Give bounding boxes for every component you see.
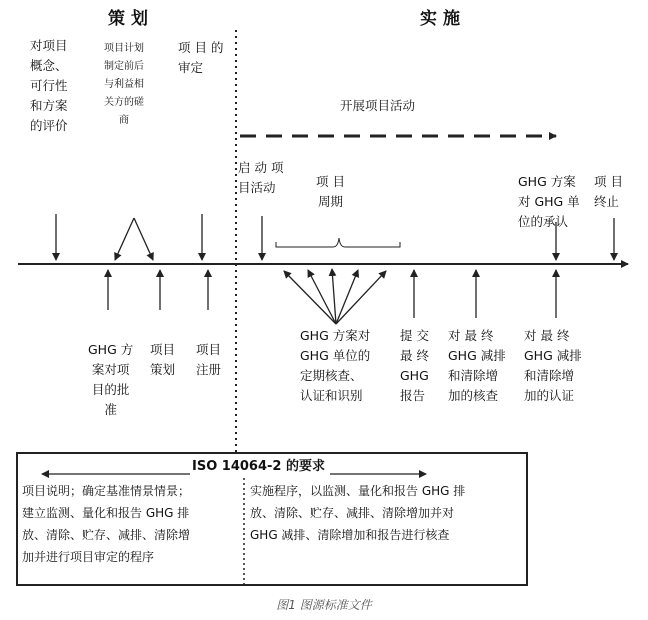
label-approval: GHG 方 案对项 目的批 准: [88, 342, 134, 417]
label-register: 项目 注册: [196, 342, 222, 377]
label-final-cert: 对 最 终 GHG 减排 和清除增 加的认证: [524, 328, 582, 403]
arrow-consult-left: [115, 218, 134, 260]
label-activities: 开展项目活动: [340, 98, 416, 113]
arrow-fan-1: [284, 271, 336, 324]
header-planning: 策划: [108, 9, 154, 29]
label-planning: 项目 策划: [150, 342, 176, 377]
label-end: 项 目 终止: [594, 174, 623, 209]
label-commit: GHG 方案 对 GHG 单 位的承认: [518, 174, 580, 229]
label-audit: 项 目 的 审定: [178, 40, 224, 75]
label-submit: 提 交 最 终 GHG 报告: [400, 328, 429, 403]
label-verify: GHG 方案对 GHG 单位的 定期核查、 认证和识别: [300, 328, 371, 403]
label-evaluation: 对项目 概念、 可行性 和方案 的评价: [30, 38, 68, 133]
box-right-text: 实施程序，以监测、量化和报告 GHG 排 放、清除、贮存、减排、清除增加并对 GHG 减排、清除增加和报告进行核查: [250, 484, 466, 542]
arrow-fan-4: [336, 270, 358, 324]
arrow-fan-3: [332, 269, 336, 324]
header-implementation: 实施: [420, 9, 466, 29]
label-plan-consult: 项目计划 制定前后 与利益相 关方的磋 商: [104, 43, 144, 126]
box-left-text: 项目说明；确定基准情景情景； 建立监测、量化和报告 GHG 排 放、清除、贮存、减排、清除增 加并进行项目审定的程序: [22, 484, 191, 564]
label-start: 启 动 项 目活动: [238, 160, 284, 195]
period-brace: [276, 238, 400, 247]
label-final-verify: 对 最 终 GHG 减排 和清除增 加的核查: [448, 328, 506, 403]
figure-caption: 图1 图源标准文件: [276, 598, 372, 612]
arrow-consult-right: [134, 218, 153, 260]
iso-requirements-title: ISO 14064-2 的要求: [190, 455, 327, 474]
label-period: 项 目 周期: [316, 174, 345, 209]
arrow-fan-5: [336, 271, 386, 324]
arrow-fan-2: [308, 270, 336, 324]
